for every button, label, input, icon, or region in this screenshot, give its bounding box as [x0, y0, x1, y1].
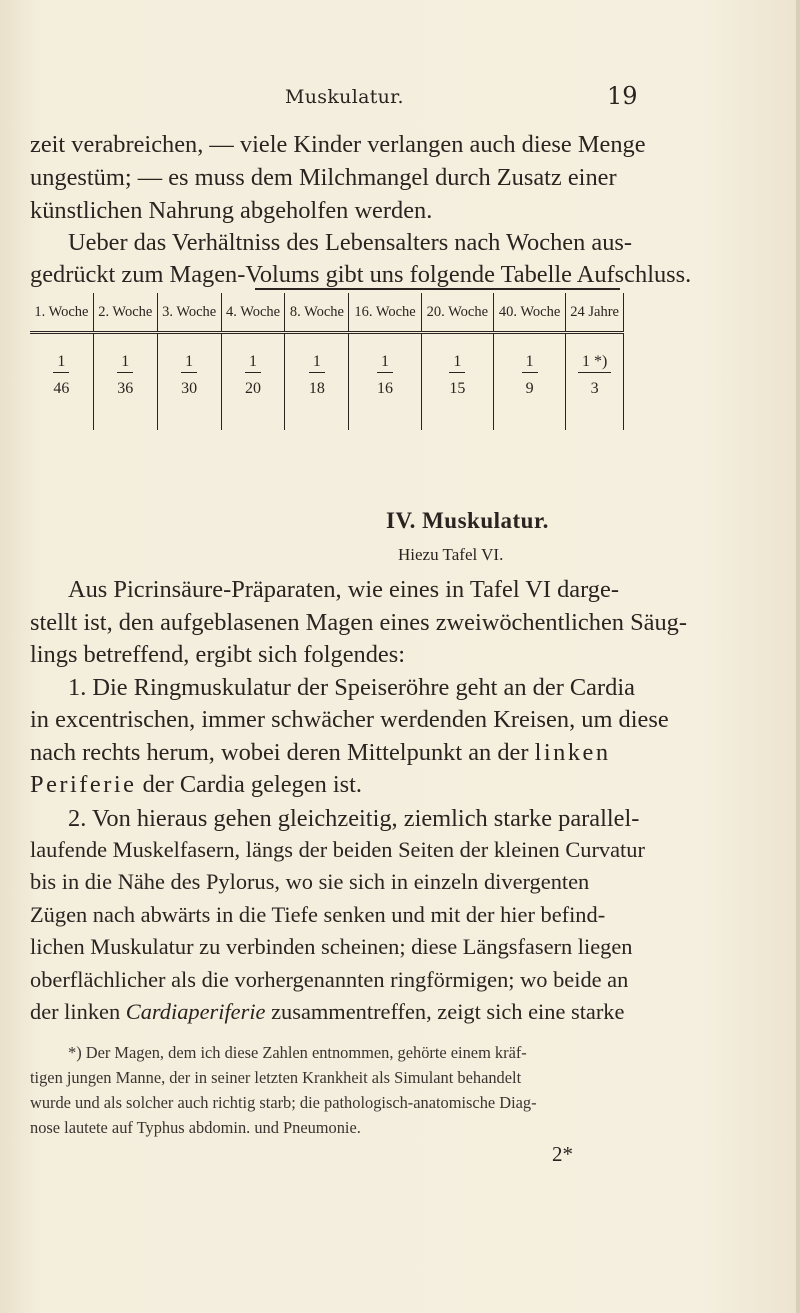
text-span: der linken — [30, 999, 121, 1024]
fraction-numerator: 1 — [117, 354, 133, 373]
column-header: 3. Woche — [157, 293, 221, 333]
fraction-denominator: 30 — [181, 380, 198, 397]
fraction-denominator: 15 — [449, 380, 466, 397]
text-line: bis in die Nähe des Pylorus, wo sie sich in einzeln divergenten — [30, 869, 590, 894]
fraction — [53, 354, 69, 397]
text-line: oberflächlicher als die vorhergenannten ringförmigen; wo beide an — [30, 967, 629, 992]
running-head: Muskulatur. — [285, 86, 404, 108]
fraction — [117, 354, 133, 397]
fraction-denominator: 9 — [525, 380, 534, 397]
footnote-line: nose lautete auf Typhus abdomin. und Pneumonie. — [30, 1118, 361, 1137]
fraction — [309, 354, 325, 397]
column-header: 8. Woche — [285, 293, 349, 333]
text-line: stellt ist, den aufgeblasenen Magen eines zweiwöchentlichen Säug- — [30, 609, 687, 636]
table-cell — [93, 333, 157, 431]
table-cell — [30, 333, 93, 431]
table-header-row — [30, 293, 624, 333]
text-line — [30, 739, 611, 767]
text-line — [30, 771, 362, 799]
table-cell — [421, 333, 493, 431]
page-edge — [796, 0, 800, 1313]
page-number: 19 — [607, 82, 638, 110]
text-span: nach rechts herum, wobei deren Mittelpunkt an der — [30, 739, 529, 766]
text-line: ungestüm; — es muss dem Milchmangel durch Zusatz einer — [30, 164, 617, 191]
text-line: lings betreffend, ergibt sich folgendes: — [30, 641, 406, 668]
table-cell — [221, 333, 285, 431]
fraction — [449, 354, 465, 397]
fraction-denominator: 3 — [590, 380, 599, 397]
column-header: 2. Woche — [93, 293, 157, 333]
text-span: der Cardia gelegen ist. — [142, 771, 363, 798]
column-header: 20. Woche — [421, 293, 493, 333]
fraction-numerator: 1 — [53, 354, 69, 373]
section-title: IV. Muskulatur. — [386, 508, 549, 533]
fraction-denominator: 16 — [377, 380, 394, 397]
fraction — [181, 354, 197, 397]
fraction-numerator: 1 — [377, 354, 393, 373]
table-cell — [285, 333, 349, 431]
table-cell — [493, 333, 565, 431]
emphasis-italic: Cardiaperiferie — [125, 999, 266, 1024]
column-header: 24 Jahre — [566, 293, 624, 333]
fraction — [377, 354, 393, 397]
signature-mark: 2* — [552, 1142, 573, 1166]
fraction-denominator: 18 — [308, 380, 325, 397]
fraction-numerator: 1 — [309, 354, 325, 373]
fraction — [578, 354, 611, 397]
age-volume-table — [30, 293, 624, 430]
text-line: lichen Muskulatur zu verbinden scheinen; diese Längsfasern liegen — [30, 934, 633, 959]
text-span: zusammentreffen, zeigt sich eine starke — [271, 999, 625, 1024]
table-cell — [566, 333, 624, 431]
text-line: Aus Picrinsäure-Präparaten, wie eines in Tafel VI darge- — [68, 576, 619, 603]
fraction-numerator: 1 — [449, 354, 465, 373]
text-line: 2. Von hieraus gehen gleichzeitig, ziemlich starke parallel- — [68, 805, 640, 832]
text-line: künstlichen Nahrung abgeholfen werden. — [30, 197, 433, 224]
fraction-numerator: 1 — [245, 354, 261, 373]
text-line: zeit verabreichen, — viele Kinder verlangen auch diese Menge — [30, 131, 646, 158]
fraction-denominator: 36 — [117, 380, 134, 397]
footnote-line: *) Der Magen, dem ich diese Zahlen entnommen, gehörte einem kräf- — [68, 1043, 527, 1062]
text-line — [30, 999, 624, 1025]
emphasis-spaced: Periferie — [30, 771, 137, 798]
fraction-numerator: 1 — [522, 354, 538, 373]
column-header: 1. Woche — [30, 293, 93, 333]
emphasis-spaced: linken — [534, 739, 611, 766]
section-subtitle: Hiezu Tafel VI. — [398, 545, 504, 564]
column-header: 4. Woche — [221, 293, 285, 333]
text-line: in excentrischen, immer schwächer werdenden Kreisen, um diese — [30, 706, 669, 733]
fraction — [245, 354, 261, 397]
table-cell — [349, 333, 421, 431]
column-header: 40. Woche — [493, 293, 565, 333]
text-line: 1. Die Ringmuskulatur der Speiseröhre geht an der Cardia — [68, 674, 635, 701]
text-line: Zügen nach abwärts in die Tiefe senken und mit der hier befind- — [30, 902, 606, 927]
text-line: gedrückt zum Magen-Volums gibt uns folgende Tabelle Aufschluss. — [30, 261, 692, 288]
page-header — [0, 82, 800, 112]
text-line: Ueber das Verhältniss des Lebensalters nach Wochen aus- — [68, 229, 633, 256]
table-cell — [157, 333, 221, 431]
fraction-denominator: 20 — [245, 380, 262, 397]
table-top-rule — [255, 288, 620, 290]
footnote-line: wurde und als solcher auch richtig starb; die pathologisch-anatomische Diag- — [30, 1093, 537, 1112]
column-header: 16. Woche — [349, 293, 421, 333]
table-row — [30, 333, 624, 431]
fraction-denominator: 46 — [53, 380, 70, 397]
fraction — [522, 354, 538, 397]
fraction-numerator: 1 *) — [578, 354, 611, 373]
footnote-line: tigen jungen Manne, der in seiner letzten Krankheit als Simulant behandelt — [30, 1068, 522, 1087]
fraction-numerator: 1 — [181, 354, 197, 373]
text-line: laufende Muskelfasern, längs der beiden Seiten der kleinen Curvatur — [30, 837, 645, 862]
